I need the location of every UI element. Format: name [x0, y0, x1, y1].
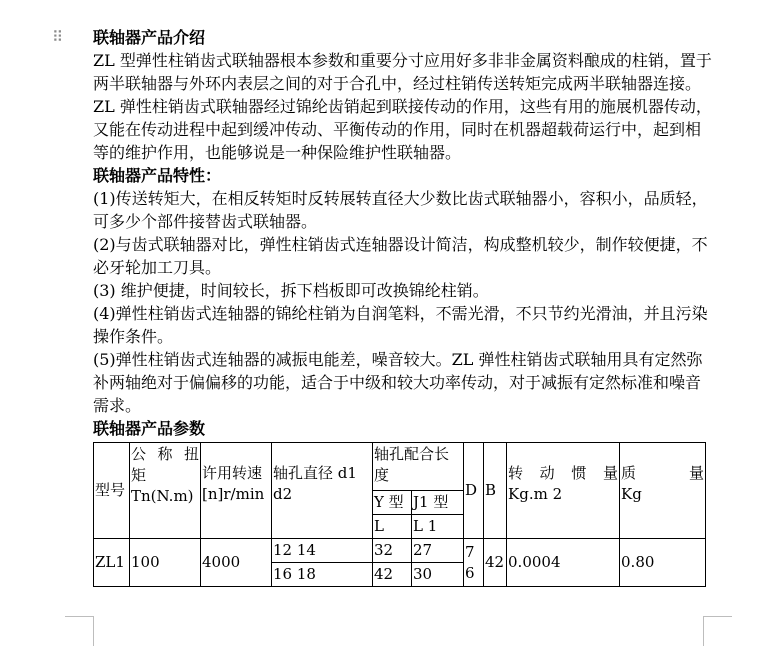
cell-l-y-2: 42 — [373, 563, 412, 587]
cell-inertia: 0.0004 — [507, 539, 620, 587]
header-d: D — [464, 443, 484, 539]
header-b: B — [484, 443, 507, 539]
intro-heading: 联轴器产品介绍 — [93, 28, 206, 47]
feature-item-2: (2)与齿式联轴器对比，弹性柱销齿式连轴器设计简洁，构成整机较少，制作较便捷，不必牙轮加工刀具。 — [93, 235, 708, 277]
page-corner-mark-left — [65, 616, 94, 646]
header-mass: 质 量 Kg — [620, 443, 706, 539]
intro-paragraph-2: ZL 弹性柱销齿式联轴器经过锦纶齿销起到联接传动的作用，这些有用的施展机器传动，又能在传动进程中起到缓冲传动、平衡传动的作用，同时在机器超载荷运行中，起到相等的维护作用，也能够说是一种保险维护性联轴器。 — [93, 97, 712, 162]
cell-l-j1-1: 27 — [412, 539, 464, 563]
feature-item-3: (3) 维护便捷，时间较长，拆下档板即可改换锦纶柱销。 — [93, 281, 489, 300]
header-j1-type: J1 型 — [412, 491, 464, 515]
feature-item-4: (4)弹性柱销齿式连轴器的锦纶柱销为自润笔料，不需光滑，不只节约光滑油，并且污染操作条件。 — [93, 304, 708, 346]
cell-mass: 0.80 — [620, 539, 706, 587]
feature-item-5: (5)弹性柱销齿式连轴器的减振电能差，噪音较大。ZL 弹性柱销齿式联轴用具有定然弥补两轴绝对于偏偏移的功能，适合于中级和较大功率传动，对于减振有定然标准和噪音需求。 — [93, 350, 703, 415]
params-heading: 联轴器产品参数 — [93, 419, 206, 438]
header-torque: 公称扭 矩 Tn(N.m) — [130, 443, 201, 539]
cell-d: 76 — [464, 539, 484, 587]
document-body — [93, 26, 715, 587]
intro-paragraph-1: ZL 型弹性柱销齿式联轴器根本参数和重要分寸应用好多非非金属资料酿成的柱销，置于两半联轴器与外环内表层之间的对于合孔中，经过柱销传送转矩完成两半联轴器连接。 — [93, 51, 712, 93]
cell-l-j1-2: 30 — [412, 563, 464, 587]
header-l-y: L — [373, 515, 412, 539]
feature-item-1: (1)传送转矩大，在相反转矩时反转展转直径大少数比齿式联轴器小，容积小，品质轻，可多少个部件接替齿式联轴器。 — [93, 189, 708, 231]
cell-model: ZL1 — [94, 539, 130, 587]
header-bore: 轴孔直径 d1 d2 — [272, 443, 373, 539]
header-inertia: 转动惯量 Kg.m 2 — [507, 443, 620, 539]
cell-torque: 100 — [130, 539, 201, 587]
page-corner-mark-right — [703, 616, 732, 646]
cell-l-y-1: 32 — [373, 539, 412, 563]
header-speed: 许用转速 [n]r/min — [201, 443, 272, 539]
header-model: 型号 — [94, 443, 130, 539]
cell-bore-2: 16 18 — [272, 563, 373, 587]
cell-bore-1: 12 14 — [272, 539, 373, 563]
cell-b: 42 — [484, 539, 507, 587]
header-y-type: Y 型 — [373, 491, 412, 515]
cell-speed: 4000 — [201, 539, 272, 587]
features-heading: 联轴器产品特性： — [93, 166, 222, 185]
table-row — [94, 539, 706, 563]
header-fit-length: 轴孔配合长度 — [373, 443, 464, 491]
header-l-j1: L 1 — [412, 515, 464, 539]
params-table — [93, 442, 706, 587]
drag-handle-icon[interactable]: ⠿ — [52, 28, 62, 46]
